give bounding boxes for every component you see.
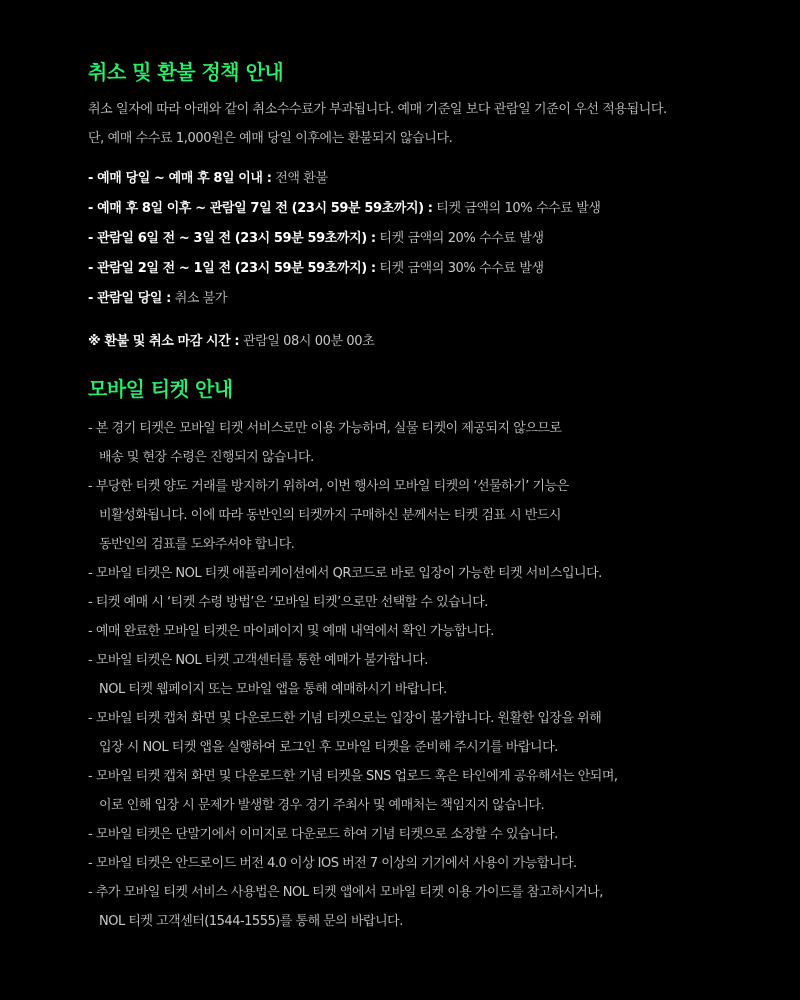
- notice-line: 입장 시 NOL 티켓 앱을 실행하여 로그인 후 모바일 티켓을 준비해 주시기를 바랍니다.: [99, 740, 558, 755]
- cancel-intro-line-1: 취소 일자에 따라 아래와 같이 취소수수료가 부과됩니다. 예매 기준일 보다 관람일 기준이 우선 적용됩니다.: [88, 102, 667, 117]
- policy-item: [88, 164, 601, 194]
- policy-period: - 관람일 2일 전 ~ 1일 전 (23시 59분 59초까지) :: [88, 261, 376, 276]
- cancel-policy-title: 취소 및 환불 정책 안내: [88, 60, 284, 84]
- policy-fee: 티켓 금액의 30% 수수료 발생: [375, 261, 544, 276]
- notice-line: NOL 티켓 고객센터(1544-1555)를 통해 문의 바랍니다.: [99, 914, 403, 929]
- notice-line: 동반인의 검표를 도와주셔야 합니다.: [99, 537, 295, 552]
- notice-line: - 모바일 티켓은 단말기에서 이미지로 다운로드 하여 기념 티켓으로 소장할 수 있습니다.: [88, 827, 558, 842]
- mobile-notice-item: [88, 617, 618, 646]
- notice-line: - 예매 완료한 모바일 티켓은 마이페이지 및 예매 내역에서 확인 가능합니다.: [88, 624, 494, 639]
- mobile-notice-item: [88, 588, 618, 617]
- mobile-ticket-title: 모바일 티켓 안내: [88, 377, 233, 401]
- mobile-notice-item: [88, 472, 618, 559]
- notice-line: - 부당한 티켓 양도 거래를 방지하기 위하여, 이번 행사의 모바일 티켓의 ‘선물하기’ 기능은: [88, 479, 569, 494]
- policy-fee: 티켓 금액의 20% 수수료 발생: [375, 231, 544, 246]
- cancel-intro-line-2: 단, 예매 수수료 1,000원은 예매 당일 이후에는 환불되지 않습니다.: [88, 131, 453, 146]
- mobile-notice-item: [88, 559, 618, 588]
- notice-line: - 모바일 티켓은 NOL 티켓 애플리케이션에서 QR코드로 바로 입장이 가능한 티켓 서비스입니다.: [88, 566, 602, 581]
- policy-item: [88, 224, 601, 254]
- notice-line: 배송 및 현장 수령은 진행되지 않습니다.: [99, 450, 314, 465]
- mobile-notice-item: [88, 646, 618, 704]
- mobile-notice-item: [88, 878, 618, 936]
- notice-line: - 모바일 티켓은 안드로이드 버전 4.0 이상 IOS 버전 7 이상의 기기에서 사용이 가능합니다.: [88, 856, 577, 871]
- policy-period: - 예매 후 8일 이후 ~ 관람일 7일 전 (23시 59분 59초까지) :: [88, 201, 433, 216]
- policy-period: - 관람일 6일 전 ~ 3일 전 (23시 59분 59초까지) :: [88, 231, 376, 246]
- notice-line: 비활성화됩니다. 이에 따라 동반인의 티켓까지 구매하신 분께서는 티켓 검표 시 반드시: [99, 508, 561, 523]
- refund-policy-list: [88, 164, 601, 314]
- policy-fee: 취소 불가: [170, 291, 228, 306]
- refund-deadline: [88, 328, 374, 356]
- notice-line: - 모바일 티켓은 NOL 티켓 고객센터를 통한 예매가 불가합니다.: [88, 653, 428, 668]
- deadline-label: ※ 환불 및 취소 마감 시간 :: [88, 334, 240, 349]
- notice-line: NOL 티켓 웹페이지 또는 모바일 앱을 통해 예매하시기 바랍니다.: [99, 682, 447, 697]
- mobile-ticket-notice-list: [88, 414, 618, 936]
- notice-line: - 모바일 티켓 캡처 화면 및 다운로드한 기념 티켓을 SNS 업로드 혹은 타인에게 공유해서는 안되며,: [88, 769, 618, 784]
- mobile-notice-item: [88, 762, 618, 820]
- mobile-notice-item: [88, 414, 618, 472]
- policy-item: [88, 284, 601, 314]
- mobile-notice-item: [88, 849, 618, 878]
- policy-fee: 티켓 금액의 10% 수수료 발생: [432, 201, 601, 216]
- policy-period: - 관람일 당일 :: [88, 291, 171, 306]
- deadline-value: 관람일 08시 00분 00초: [239, 334, 375, 349]
- mobile-notice-item: [88, 820, 618, 849]
- notice-line: - 추가 모바일 티켓 서비스 사용법은 NOL 티켓 앱에서 모바일 티켓 이용 가이드를 참고하시거나,: [88, 885, 603, 900]
- mobile-notice-item: [88, 704, 618, 762]
- notice-line: - 모바일 티켓 캡처 화면 및 다운로드한 기념 티켓으로는 입장이 불가합니다. 원활한 입장을 위해: [88, 711, 602, 726]
- policy-period: - 예매 당일 ~ 예매 후 8일 이내 :: [88, 171, 272, 186]
- notice-line: - 티켓 예매 시 ‘티켓 수령 방법’은 ‘모바일 티켓’으로만 선택할 수 있습니다.: [88, 595, 488, 610]
- notice-line: 이로 인해 입장 시 문제가 발생할 경우 경기 주최사 및 예매처는 책임지지 않습니다.: [99, 798, 545, 813]
- policy-item: [88, 254, 601, 284]
- policy-fee: 전액 환불: [271, 171, 328, 186]
- notice-line: - 본 경기 티켓은 모바일 티켓 서비스로만 이용 가능하며, 실물 티켓이 제공되지 않으므로: [88, 421, 562, 436]
- policy-item: [88, 194, 601, 224]
